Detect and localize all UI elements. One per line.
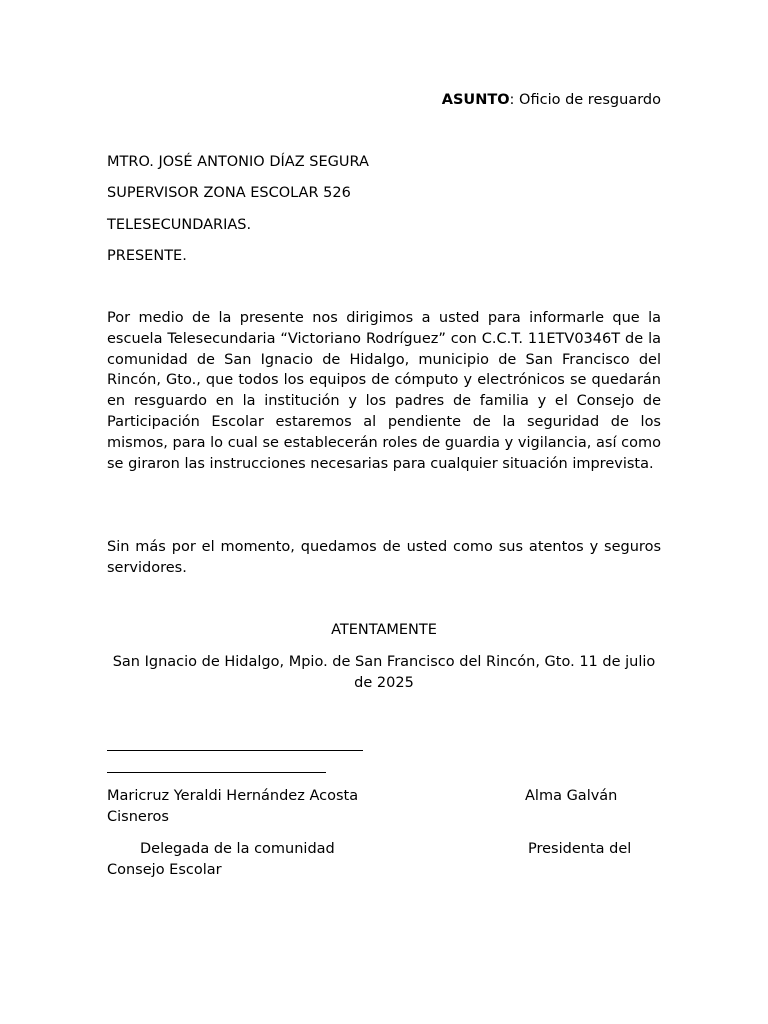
recipient-role: SUPERVISOR ZONA ESCOLAR 526 <box>107 185 351 201</box>
subject-label: ASUNTO <box>441 92 510 108</box>
signature-roles <box>107 839 661 881</box>
recipient-name: MTRO. JOSÉ ANTONIO DÍAZ SEGURA <box>107 154 369 170</box>
closing-salutation: ATENTAMENTE <box>331 622 437 638</box>
signer-name-wrap: Cisneros <box>107 809 169 825</box>
subject-text: Oficio de resguardo <box>519 92 661 108</box>
signer-role-left: Delegada de la comunidad <box>140 841 335 857</box>
signer-role-wrap: Consejo Escolar <box>107 862 222 878</box>
closing-place-date: San Ignacio de Hidalgo, Mpio. de San Francisco del Rincón, Gto. 11 de julio de 2025 <box>112 654 656 691</box>
signature-line-left <box>107 750 363 751</box>
signer-name-right: Alma Galván <box>525 788 618 804</box>
signer-role-right: Presidenta del <box>528 841 632 857</box>
subject-separator: : <box>509 92 520 108</box>
subject-line <box>107 90 661 111</box>
signature-line-right <box>107 772 326 773</box>
signer-name-left: Maricruz Yeraldi Hernández Acosta <box>107 788 359 804</box>
recipient-org: TELESECUNDARIAS. <box>107 217 252 233</box>
body-paragraph-1: Por medio de la presente nos dirigimos a usted para informarle que la escuela Telesecundaria “Victoriano Rodríguez” con C.C.T. 11ETV0346T de la comunidad de San Ignacio de Hidalgo, municipio de San Francisco del Rincón, Gto., que todos los equipos de cómputo y electrónicos se quedarán en resguardo en la institución y los padres de familia y el Consejo de Participación Escolar estaremos al pendiente de la seguridad de los mismos, para lo cual se establecerán roles de guardia y vigilancia, así como se giraron las instrucciones necesarias para cualquier situación imprevista. <box>107 310 661 472</box>
body-paragraph-2: Sin más por el momento, quedamos de usted como sus atentos y seguros servidores. <box>107 539 661 576</box>
signature-names <box>107 786 661 828</box>
recipient-greeting: PRESENTE. <box>107 248 187 264</box>
